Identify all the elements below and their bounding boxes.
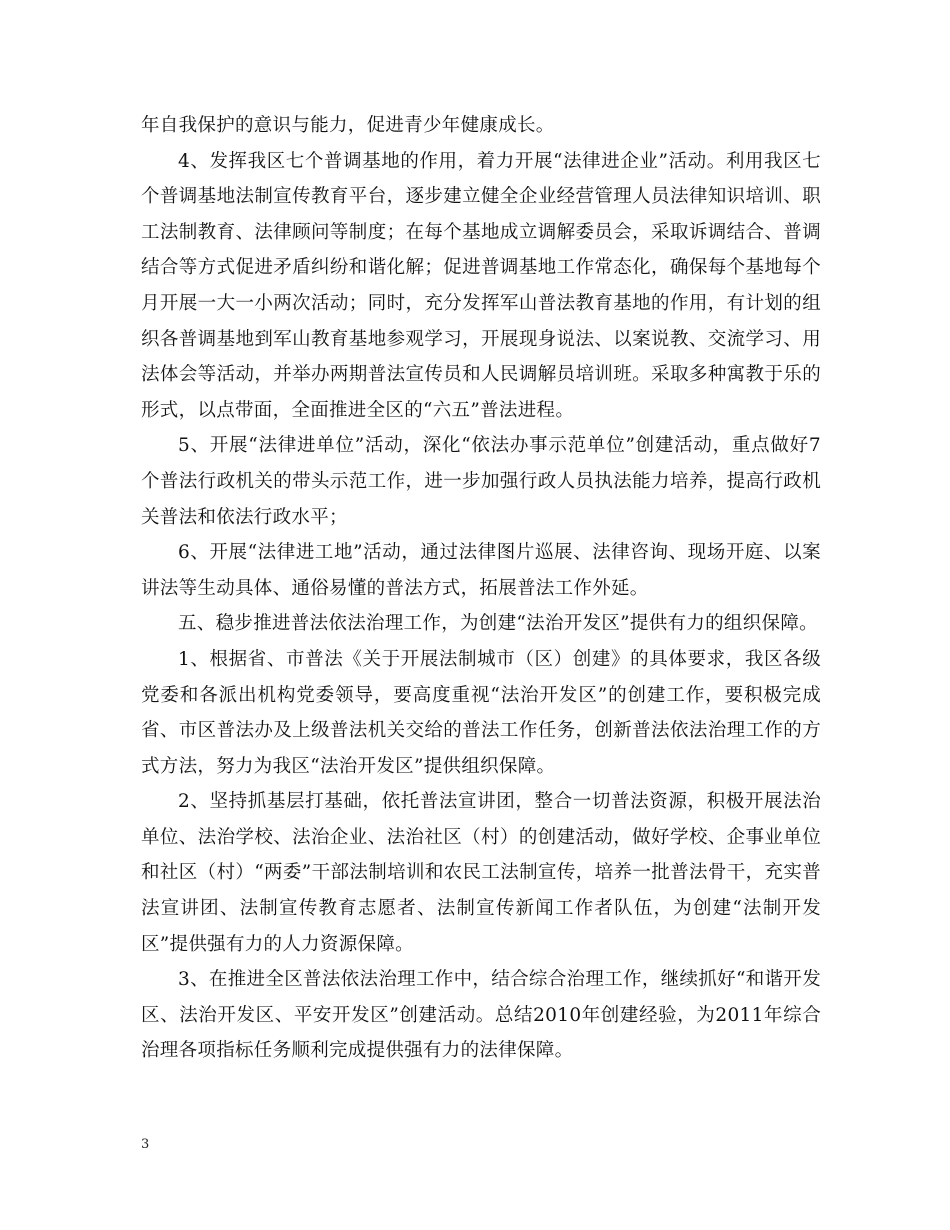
paragraph-item-2-grassroots: 2、坚持抓基层打基础，依托普法宣讲团，整合一切普法资源，积极开展法治单位、法治学校、法治企业、法治社区（村）的创建活动，做好学校、企事业单位和社区（村）“两委”干部法制培训和农民工法制宣传，培养一批普法骨干，充实普法宣讲团、法制宣传教育志愿者、法制宣传新闻工作者队伍，为创建“法制开发区”提供强有力的人力资源保障。	[141, 791, 821, 955]
paragraph-continuation: 年自我保护的意识与能力，促进青少年健康成长。	[141, 115, 555, 136]
paragraph-item-1-legal-city: 1、根据省、市普法《关于开展法制城市（区）创建》的具体要求，我区各级党委和各派出机构党委领导，要高度重视“法治开发区”的创建工作，要积极完成省、市区普法办及上级普法机关交给的普法工作任务，创新普法依法治理工作的方式方法，努力为我区“法治开发区”提供组织保障。	[141, 648, 821, 777]
section-heading-five: 五、稳步推进普法依法治理工作，为创建“法治开发区”提供有力的组织保障。	[178, 613, 818, 635]
document-body	[141, 108, 821, 1069]
paragraph-item-3-governance: 3、在推进全区普法依法治理工作中，结合综合治理工作，继续抓好“和谐开发区、法治开发区、平安开发区”创建活动。总结2010年创建经验，为2011年综合治理各项指标任务顺利完成提供强有力的法律保障。	[141, 969, 821, 1062]
paragraph-item-6-worksite: 6、开展“法律进工地”活动，通过法律图片巡展、法律咨询、现场开庭、以案讲法等生动具体、通俗易懂的普法方式，拓展普法工作外延。	[141, 542, 821, 599]
paragraph-item-4-enterprise: 4、发挥我区七个普调基地的作用，着力开展“法律进企业”活动。利用我区七个普调基地法制宣传教育平台，逐步建立健全企业经营管理人员法律知识培训、职工法制教育、法律顾问等制度；在每个基地成立调解委员会，采取诉调结合、普调结合等方式促进矛盾纠纷和谐化解；促进普调基地工作常态化，确保每个基地每个月开展一大一小两次活动；同时，充分发挥军山普法教育基地的作用，有计划的组织各普调基地到军山教育基地参观学习，开展现身说法、以案说教、交流学习、用法体会等活动，并举办两期普法宣传员和人民调解员培训班。采取多种寓教于乐的形式，以点带面，全面推进全区的“六五”普法进程。	[141, 150, 821, 421]
page-number: 3	[141, 1137, 150, 1152]
paragraph-item-5-units: 5、开展“法律进单位”活动，深化“依法办事示范单位”创建活动，重点做好7个普法行政机关的带头示范工作，进一步加强行政人员执法能力培养，提高行政机关普法和依法行政水平；	[141, 435, 821, 528]
